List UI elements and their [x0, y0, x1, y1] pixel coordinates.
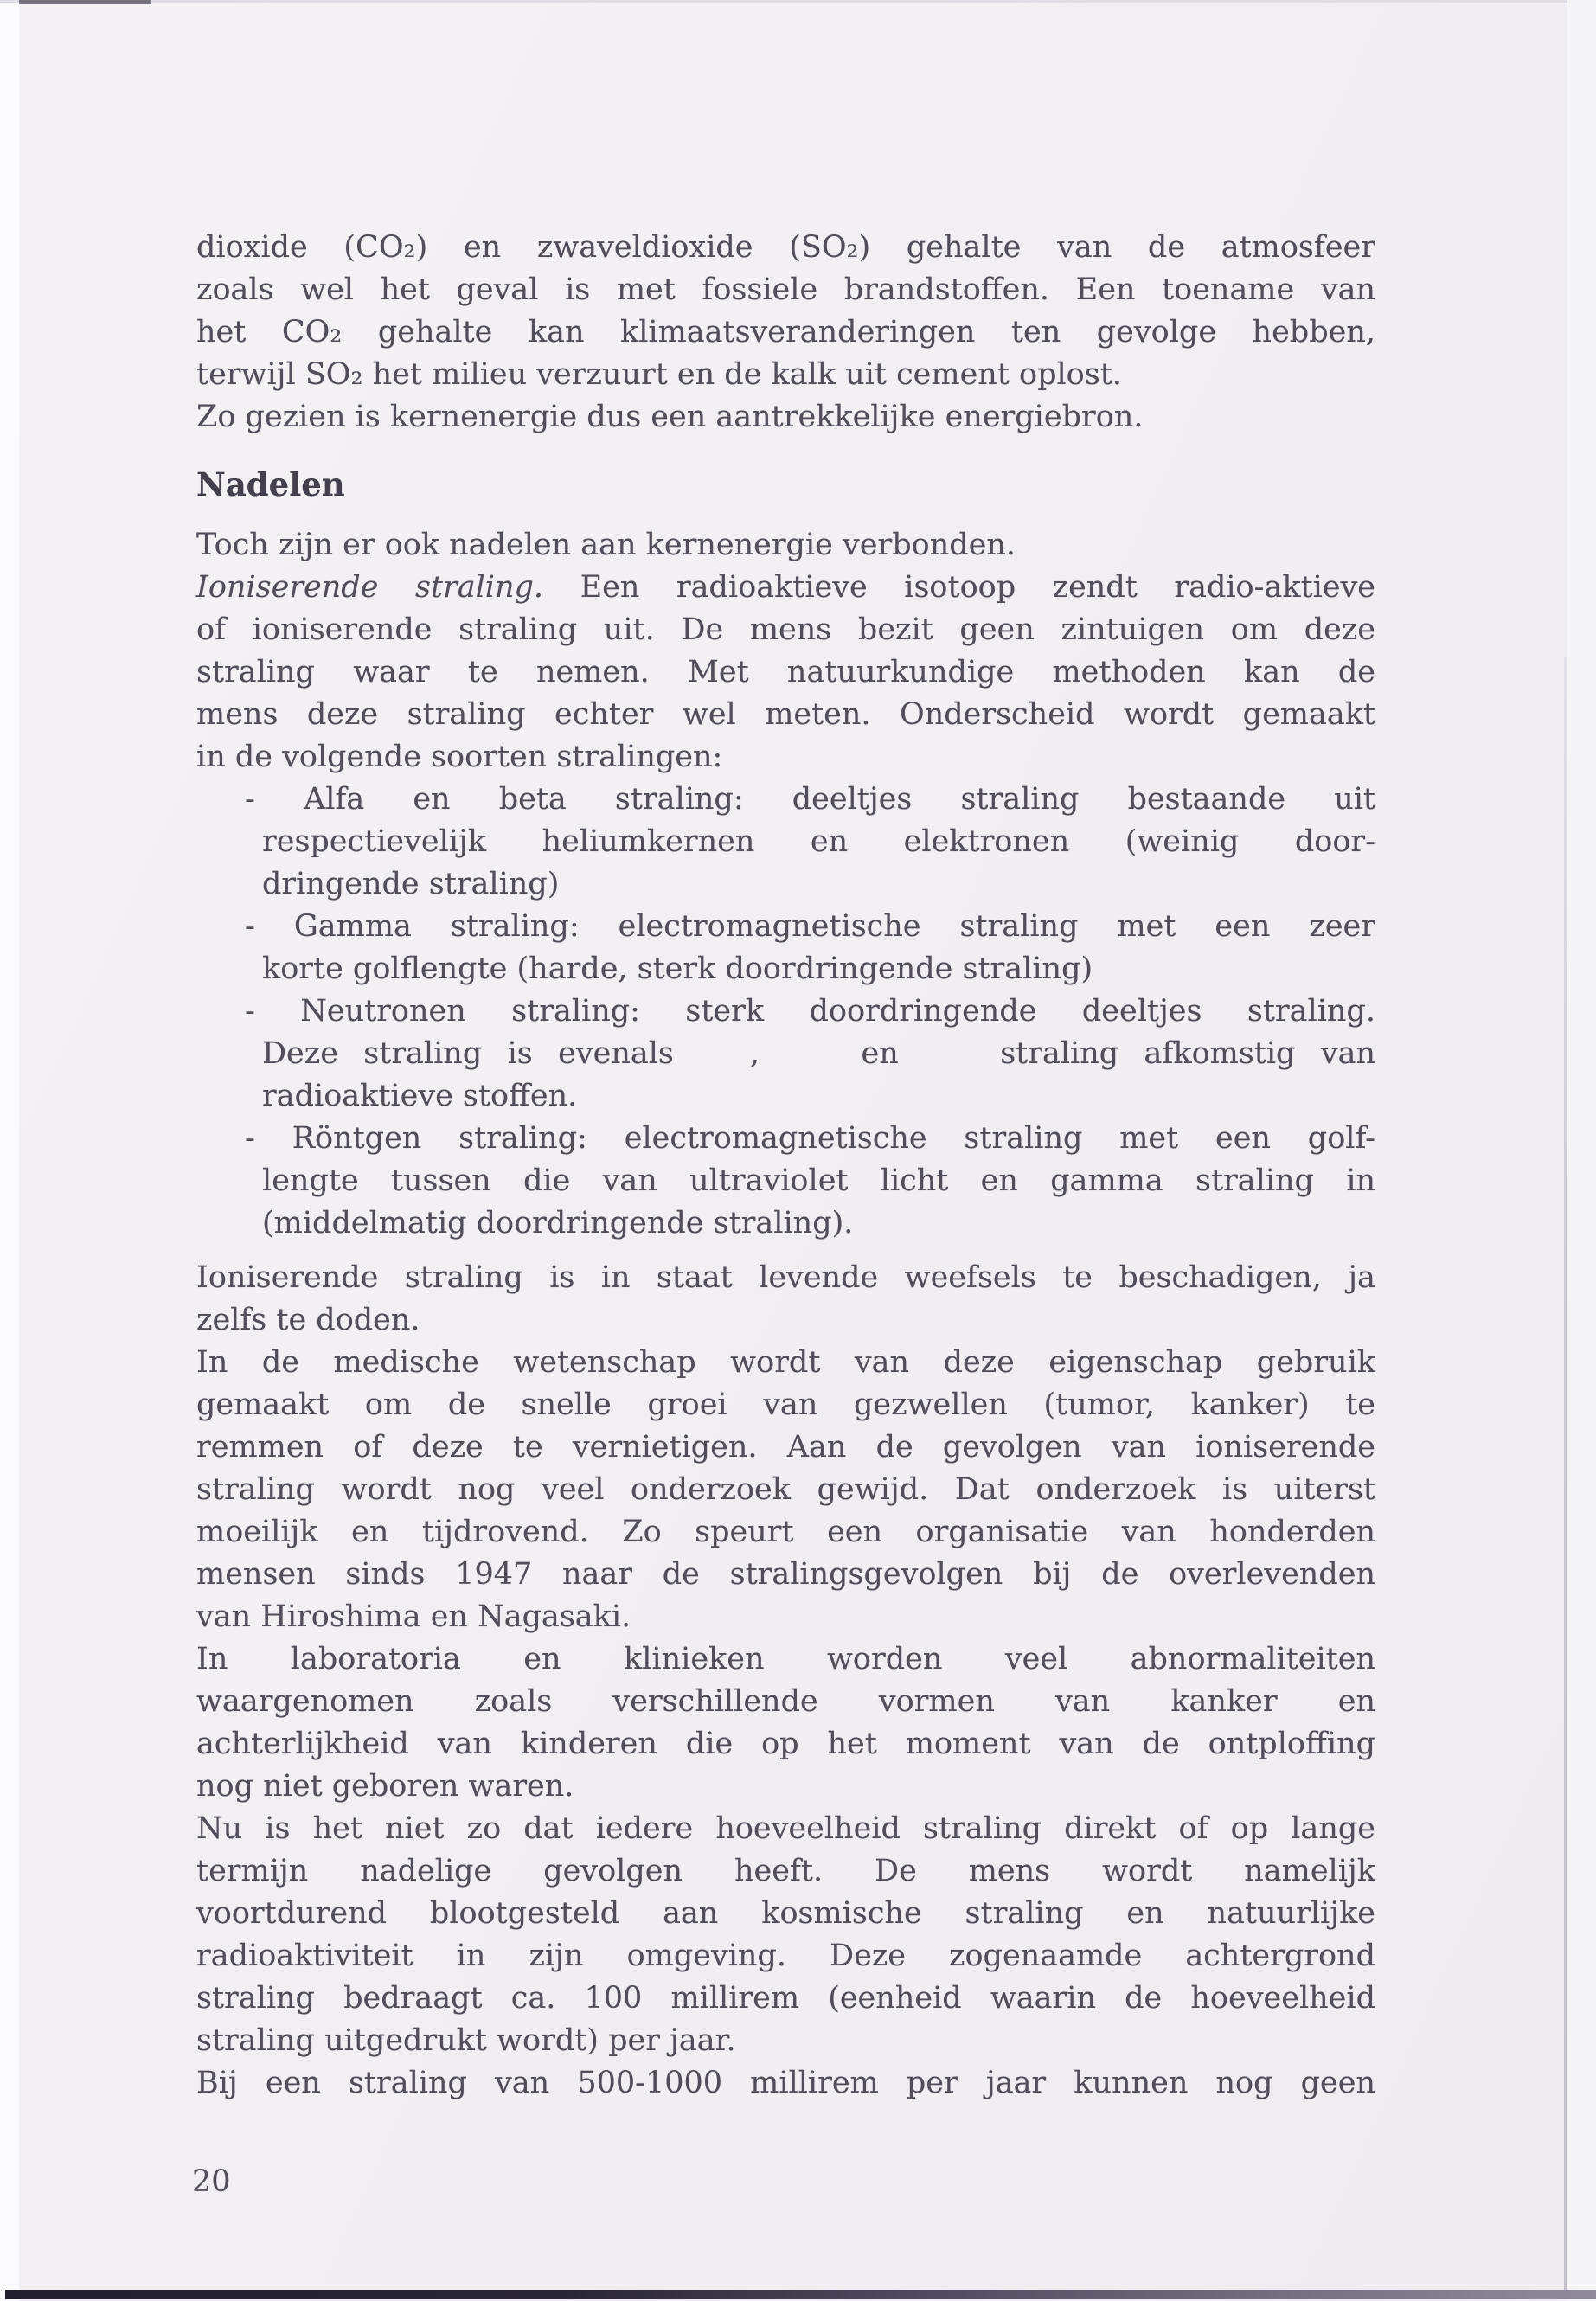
text-line: gemaakt om de snelle groei van gezwellen (tumor, kanker) te	[196, 1388, 1375, 1422]
section-heading: Nadelen	[196, 465, 345, 503]
text-line: In de medische wetenschap wordt van deze eigenschap gebruik	[196, 1345, 1375, 1380]
text-line: - Gamma straling: electromagnetische straling met een zeer	[245, 909, 1375, 944]
text-line: Ioniserende straling is in staat levende weefsels te beschadigen, ja	[196, 1260, 1375, 1295]
text-line: Een radioaktieve isotoop zendt radio-aktieve	[580, 570, 1375, 605]
text-line: dringende straling)	[262, 867, 560, 901]
text-line: waargenomen zoals verschillende vormen van kanker en	[196, 1684, 1375, 1719]
text-line: In laboratoria en klinieken worden veel abnormaliteiten	[196, 1642, 1375, 1676]
italic-lead: Ioniserende straling.	[196, 570, 544, 605]
text-line: het CO₂ gehalte kan klimaatsveranderingen ten gevolge hebben,	[196, 315, 1375, 349]
text-line: Nu is het niet zo dat iedere hoeveelheid straling direkt of op lange	[196, 1811, 1375, 1846]
text-line	[196, 567, 1375, 609]
text-line: achterlijkheid van kinderen die op het moment van de ontploffing	[196, 1727, 1375, 1761]
scan-right-margin	[1567, 0, 1596, 2301]
text-line: - Röntgen straling: electromagnetische straling met een golf-	[245, 1121, 1375, 1156]
text-line: Bij een straling van 500-1000 millirem per jaar kunnen nog geen	[196, 2066, 1375, 2100]
text-line: korte golflengte (harde, sterk doordringende straling)	[262, 952, 1093, 986]
text-line: Zo gezien is kernenergie dus een aantrekkelijke energiebron.	[196, 400, 1144, 434]
scan-bottom-edge	[5, 2290, 1596, 2299]
text-line: terwijl SO₂ het milieu verzuurt en de kalk uit cement oplost.	[196, 357, 1122, 392]
text-line: radioaktiviteit in zijn omgeving. Deze zogenaamde achtergrond	[196, 1939, 1375, 1973]
list-item	[245, 990, 1375, 1118]
text-line: lengte tussen die van ultraviolet licht en gamma straling in	[262, 1163, 1375, 1198]
page-number: 20	[192, 2164, 231, 2199]
text-line: radioaktieve stoffen.	[262, 1079, 578, 1113]
text-line: straling waar te nemen. Met natuurkundige methoden kan de	[196, 655, 1375, 689]
page-edge-line	[1564, 657, 1567, 2292]
scan-top-edge	[0, 0, 1596, 3]
scan-top-left-mark	[19, 0, 151, 4]
text-line: - Neutronen straling: sterk doordringende deeltjes straling.	[245, 994, 1375, 1029]
text-line: straling wordt nog veel onderzoek gewijd. Dat onderzoek is uiterst	[196, 1472, 1375, 1507]
text-line: respectievelijk heliumkernen en elektronen (weinig door-	[262, 824, 1375, 859]
text-line: zoals wel het geval is met fossiele brandstoffen. Een toename van	[196, 272, 1375, 307]
text-block	[196, 227, 1375, 2105]
text-line: remmen of deze te vernietigen. Aan de gevolgen van ioniserende	[196, 1430, 1375, 1465]
list-item	[245, 1118, 1375, 1245]
text-line: dioxide (CO₂) en zwaveldioxide (SO₂) gehalte van de atmosfeer	[196, 230, 1375, 265]
text-line: in de volgende soorten stralingen:	[196, 740, 723, 774]
text-line: - Alfa en beta straling: deeltjes straling bestaande uit	[245, 782, 1375, 817]
scan-left-edge	[0, 0, 19, 2301]
text-line: nog niet geboren waren.	[196, 1769, 574, 1804]
text-line: (middelmatig doordringende straling).	[262, 1206, 854, 1240]
text-line: straling bedraagt ca. 100 millirem (eenheid waarin de hoeveelheid	[196, 1981, 1375, 2016]
list-item	[245, 779, 1375, 906]
text-line: Toch zijn er ook nadelen aan kernenergie verbonden.	[196, 528, 1016, 562]
text-line: van Hiroshima en Nagasaki.	[196, 1599, 631, 1634]
text-line: of ioniserende straling uit. De mens bezit geen zintuigen om deze	[196, 612, 1375, 647]
text-line: straling uitgedrukt wordt) per jaar.	[196, 2023, 736, 2058]
text-line: voortdurend blootgesteld aan kosmische straling en natuurlijke	[196, 1896, 1375, 1931]
text-line: zelfs te doden.	[196, 1303, 420, 1337]
text-line: mensen sinds 1947 naar de stralingsgevolgen bij de overlevenden	[196, 1557, 1375, 1592]
text-line: Deze straling is evenals , en straling afkomstig van	[262, 1036, 1375, 1071]
text-line: moeilijk en tijdrovend. Zo speurt een organisatie van honderden	[196, 1515, 1375, 1549]
text-line: mens deze straling echter wel meten. Onderscheid wordt gemaakt	[196, 697, 1375, 732]
text-line: termijn nadelige gevolgen heeft. De mens wordt namelijk	[196, 1854, 1375, 1888]
list-item	[245, 906, 1375, 990]
